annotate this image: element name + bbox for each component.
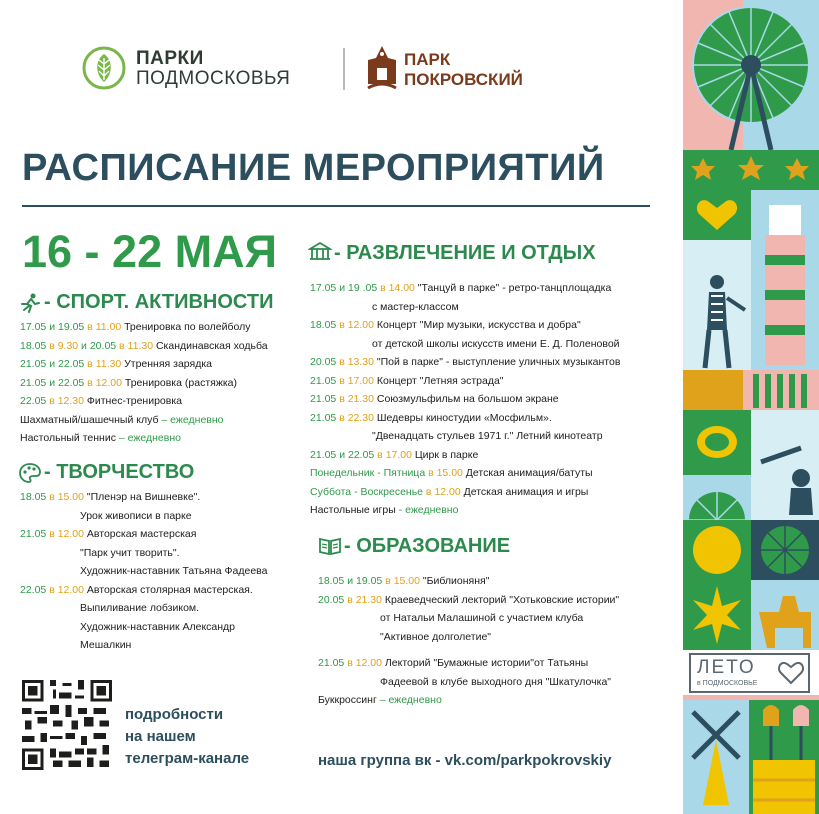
house-logo-icon — [362, 44, 402, 94]
list-item-cont: "Активное долголетие" — [380, 630, 492, 643]
list-item-cont: Урок живописи в парке — [80, 509, 192, 522]
list-item: 21.05 в 12.00 Авторская мастерская — [20, 528, 197, 540]
list-item: 20.05 в 13.30 "Пой в парке" - выступление уличных музыкантов — [310, 356, 621, 368]
education-events — [318, 572, 619, 710]
list-item-cont: "Парк учит творить". — [80, 546, 180, 559]
pokrovsky-subtitle: ПОКРОВСКИЙ — [404, 70, 523, 89]
list-item: 21.05 в 12.00 Лекторий "Бумажные истории"от Татьяны — [318, 657, 589, 669]
leto-badge — [689, 653, 810, 693]
section-title-entertainment: - РАЗВЛЕЧЕНИЕ И ОТДЫХ — [334, 242, 596, 264]
list-item: 21.05 в 22.30 Шедевры киностудии «Мосфильм». — [310, 411, 552, 424]
list-item: 18.05 в 9.30 и 20.05 в 11.30 Скандинавская ходьба — [20, 339, 268, 352]
list-item: Понедельник - Пятница в 15.00 Детская анимация/батуты — [310, 467, 593, 479]
list-item: Настольный теннис – ежедневно — [20, 432, 181, 444]
palette-icon — [18, 462, 42, 484]
parki-subtitle: ПОДМОСКОВЬЯ — [136, 68, 291, 89]
runner-icon — [18, 292, 42, 314]
list-item: 18.05 и 19.05 в 15.00 "Библионяня" — [318, 575, 490, 587]
pavilion-icon — [308, 240, 332, 262]
list-item: Шахматный/шашечный клуб – ежедневно — [20, 413, 224, 426]
list-item: 21.05 и 22.05 в 17.00 Цирк в парке — [310, 448, 479, 461]
section-title-sport: - СПОРТ. АКТИВНОСТИ — [44, 291, 274, 313]
list-item: Суббота - Воскресенье в 12.00 Детская анимация и игры — [310, 485, 589, 498]
qr-code-icon[interactable] — [22, 680, 112, 770]
list-item: 17.05 и 19.05 в 11.00 Тренировка по волейболу — [20, 321, 251, 333]
date-range: 16 - 22 МАЯ — [22, 226, 277, 277]
list-item: 21.05 в 17.00 Концерт "Летняя эстрада" — [310, 374, 504, 387]
heart-icon — [777, 659, 805, 687]
section-title-education: - ОБРАЗОВАНИЕ — [344, 535, 511, 557]
list-item: 22.05 в 12.30 Фитнес-тренировка — [20, 395, 183, 407]
list-item-cont: Выпиливание лобзиком. — [80, 602, 200, 614]
sport-events — [20, 318, 268, 448]
list-item: 21.05 и 22.05 в 12.00 Тренировка (растяжка) — [20, 376, 237, 389]
telegram-caption: подробности на нашем телеграм-канале — [125, 706, 250, 767]
park-pokrovsky-logo — [362, 44, 562, 96]
leto-subtitle: в ПОДМОСКОВЬЕ — [697, 680, 758, 687]
list-item: Буккроссинг – ежедневно — [318, 694, 442, 706]
list-item: 21.05 в 21.30 Союзмульфильм на большом экране — [310, 393, 559, 405]
list-item: Настольные игры - ежедневно — [310, 504, 459, 516]
creative-events — [20, 488, 267, 655]
parki-title: ПАРКИ — [136, 48, 204, 69]
list-item-cont: Фадеевой в клубе выходного дня "Шкатулочка" — [380, 675, 612, 688]
list-item-cont: Художник-наставник Александр — [80, 620, 236, 633]
title-divider — [22, 205, 650, 207]
list-item: 22.05 в 12.00 Авторская столярная мастерская. — [20, 583, 253, 596]
book-icon — [318, 535, 342, 557]
entertainment-events — [310, 279, 620, 520]
list-item-cont: от Натальи Малашиной с участием клуба — [380, 612, 584, 624]
list-item-cont: Мешалкин — [80, 639, 132, 651]
leto-title: ЛЕТО — [697, 657, 756, 678]
pokrovsky-title: ПАРК — [404, 50, 451, 69]
list-item-cont: "Двенадцать стульев 1971 г." Летний кинотеатр — [372, 430, 603, 442]
list-item: 18.05 в 12.00 Концерт "Мир музыки, искусства и добра" — [310, 319, 581, 331]
parki-podmoskovya-logo — [82, 44, 327, 96]
list-item-cont: с мастер-классом — [372, 300, 459, 313]
logo-divider — [343, 48, 345, 90]
list-item-cont: Художник-наставник Татьяна Фадеева — [80, 565, 268, 577]
page-title: РАСПИСАНИЕ МЕРОПРИЯТИЙ — [22, 147, 605, 189]
list-item: 20.05 в 21.30 Краеведческий лекторий "Хотьковские истории" — [318, 593, 620, 606]
vk-link[interactable]: наша группа вк - vk.com/parkpokrovskiy — [318, 752, 612, 769]
list-item: 17.05 и 19 .05 в 14.00 "Танцуй в парке" - ретро-танцплощадка — [310, 282, 612, 294]
list-item: 21.05 и 22.05 в 11.30 Утренняя зарядка — [20, 358, 213, 370]
leaf-logo-icon — [82, 46, 126, 90]
list-item-cont: от детской школы искусств имени Е. Д. Поленовой — [372, 337, 620, 350]
list-item: 18.05 в 15.00 "Пленэр на Вишневке". — [20, 491, 201, 503]
section-title-creative: - ТВОРЧЕСТВО — [44, 461, 195, 483]
